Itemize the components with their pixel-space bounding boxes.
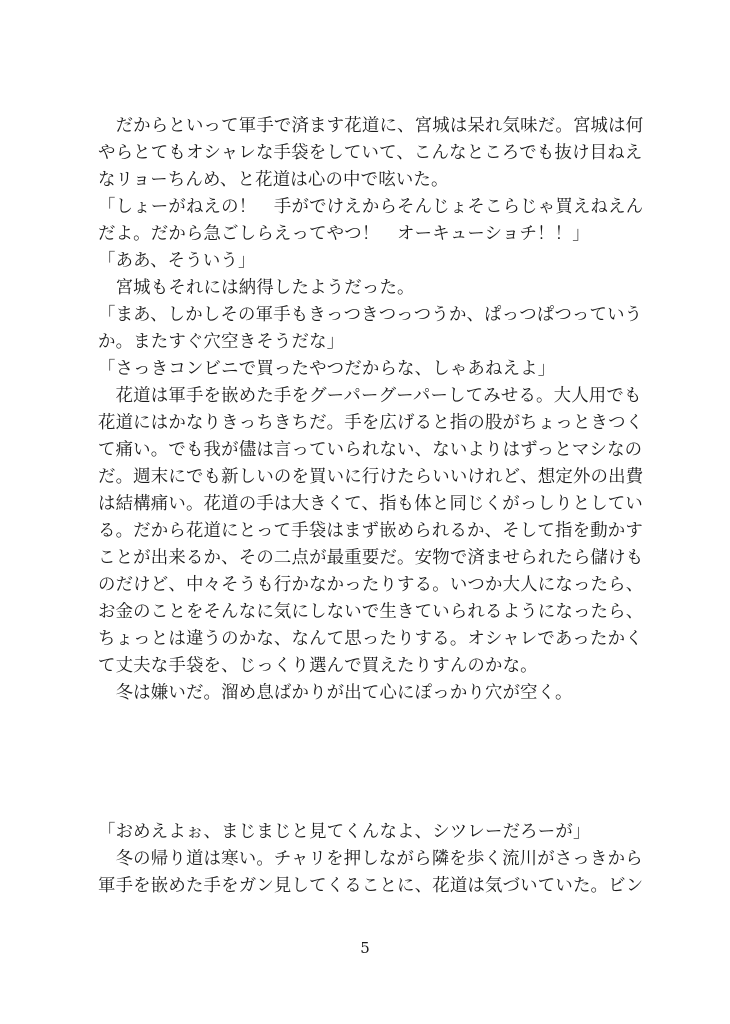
text-line: ことが出来るか、その二点が最重要だ。安物で済ませられたら儲けも xyxy=(98,548,644,568)
body-text-section-1 xyxy=(98,113,644,707)
text-line: 花道は軍手を嵌めた手をグーパーグーパーしてみせる。大人用でも xyxy=(98,386,642,406)
text-line: 冬は嫌いだ。溜め息ばかりが出て心にぽっかり穴が空く。 xyxy=(98,683,573,703)
text-line: 「まあ、しかしその軍手もきっつきつっつうか、ぱっつぱつっていう xyxy=(98,305,643,325)
text-line: お金のことをそんなに気にしないで生きていられるようになったら、 xyxy=(98,602,644,622)
text-line: 「ああ、そういう」 xyxy=(98,251,256,271)
page-number: 5 xyxy=(360,939,370,957)
text-line: のだけど、中々そうも行かなかったりする。いつか大人になったら、 xyxy=(98,575,644,595)
text-line: やらとてもオシャレな手袋をしていて、こんなところでも抜け目ねえ xyxy=(98,143,643,163)
text-line: る。だから花道にとって手袋はまず嵌められるか、そして指を動かす xyxy=(98,521,643,541)
text-line: 宮城もそれには納得したようだった。 xyxy=(98,278,415,298)
text-line: 「おめえよぉ、まじまじと見てくんなよ、シツレーだろーが」 xyxy=(98,822,591,842)
text-line: て痛い。でも我が儘は言っていられない、ないよりはずっとマシなの xyxy=(98,440,643,460)
text-line: ちょっとは違うのかな、なんて思ったりする。オシャレであったかく xyxy=(98,629,643,649)
text-line: 「しょーがねえの！ 手がでけえからそんじょそこらじゃ買えねえん xyxy=(98,197,644,217)
text-line: だ。週末にでも新しいのを買いに行けたらいいけれど、想定外の出費 xyxy=(98,467,644,487)
text-line: 「さっきコンビニで買ったやつだからな、しゃあねえよ」 xyxy=(98,359,556,379)
text-line: だよ。だから急ごしらえってやつ！ オーキューショチ！！」 xyxy=(98,224,590,244)
text-line: だからといって軍手で済ます花道に、宮城は呆れ気味だ。宮城は何 xyxy=(98,116,644,136)
text-line: 冬の帰り道は寒い。チャリを押しながら隣を歩く流川がさっきから xyxy=(98,849,643,869)
text-line: 花道にはかなりきっちきちだ。手を広げると指の股がちょっときつく xyxy=(98,413,644,433)
text-line: て丈夫な手袋を、じっくり選んで買えたりすんのかな。 xyxy=(98,656,538,676)
text-line: 軍手を嵌めた手をガン見してくることに、花道は気づいていた。ビン xyxy=(98,876,644,896)
text-line: なリョーちんめ、と花道は心の中で呟いた。 xyxy=(98,170,449,190)
text-line: は結構痛い。花道の手は大きくて、指も体と同じくがっしりとしてい xyxy=(98,494,643,514)
text-line: か。またすぐ穴空きそうだな」 xyxy=(98,332,345,352)
body-text-section-2 xyxy=(98,819,644,900)
